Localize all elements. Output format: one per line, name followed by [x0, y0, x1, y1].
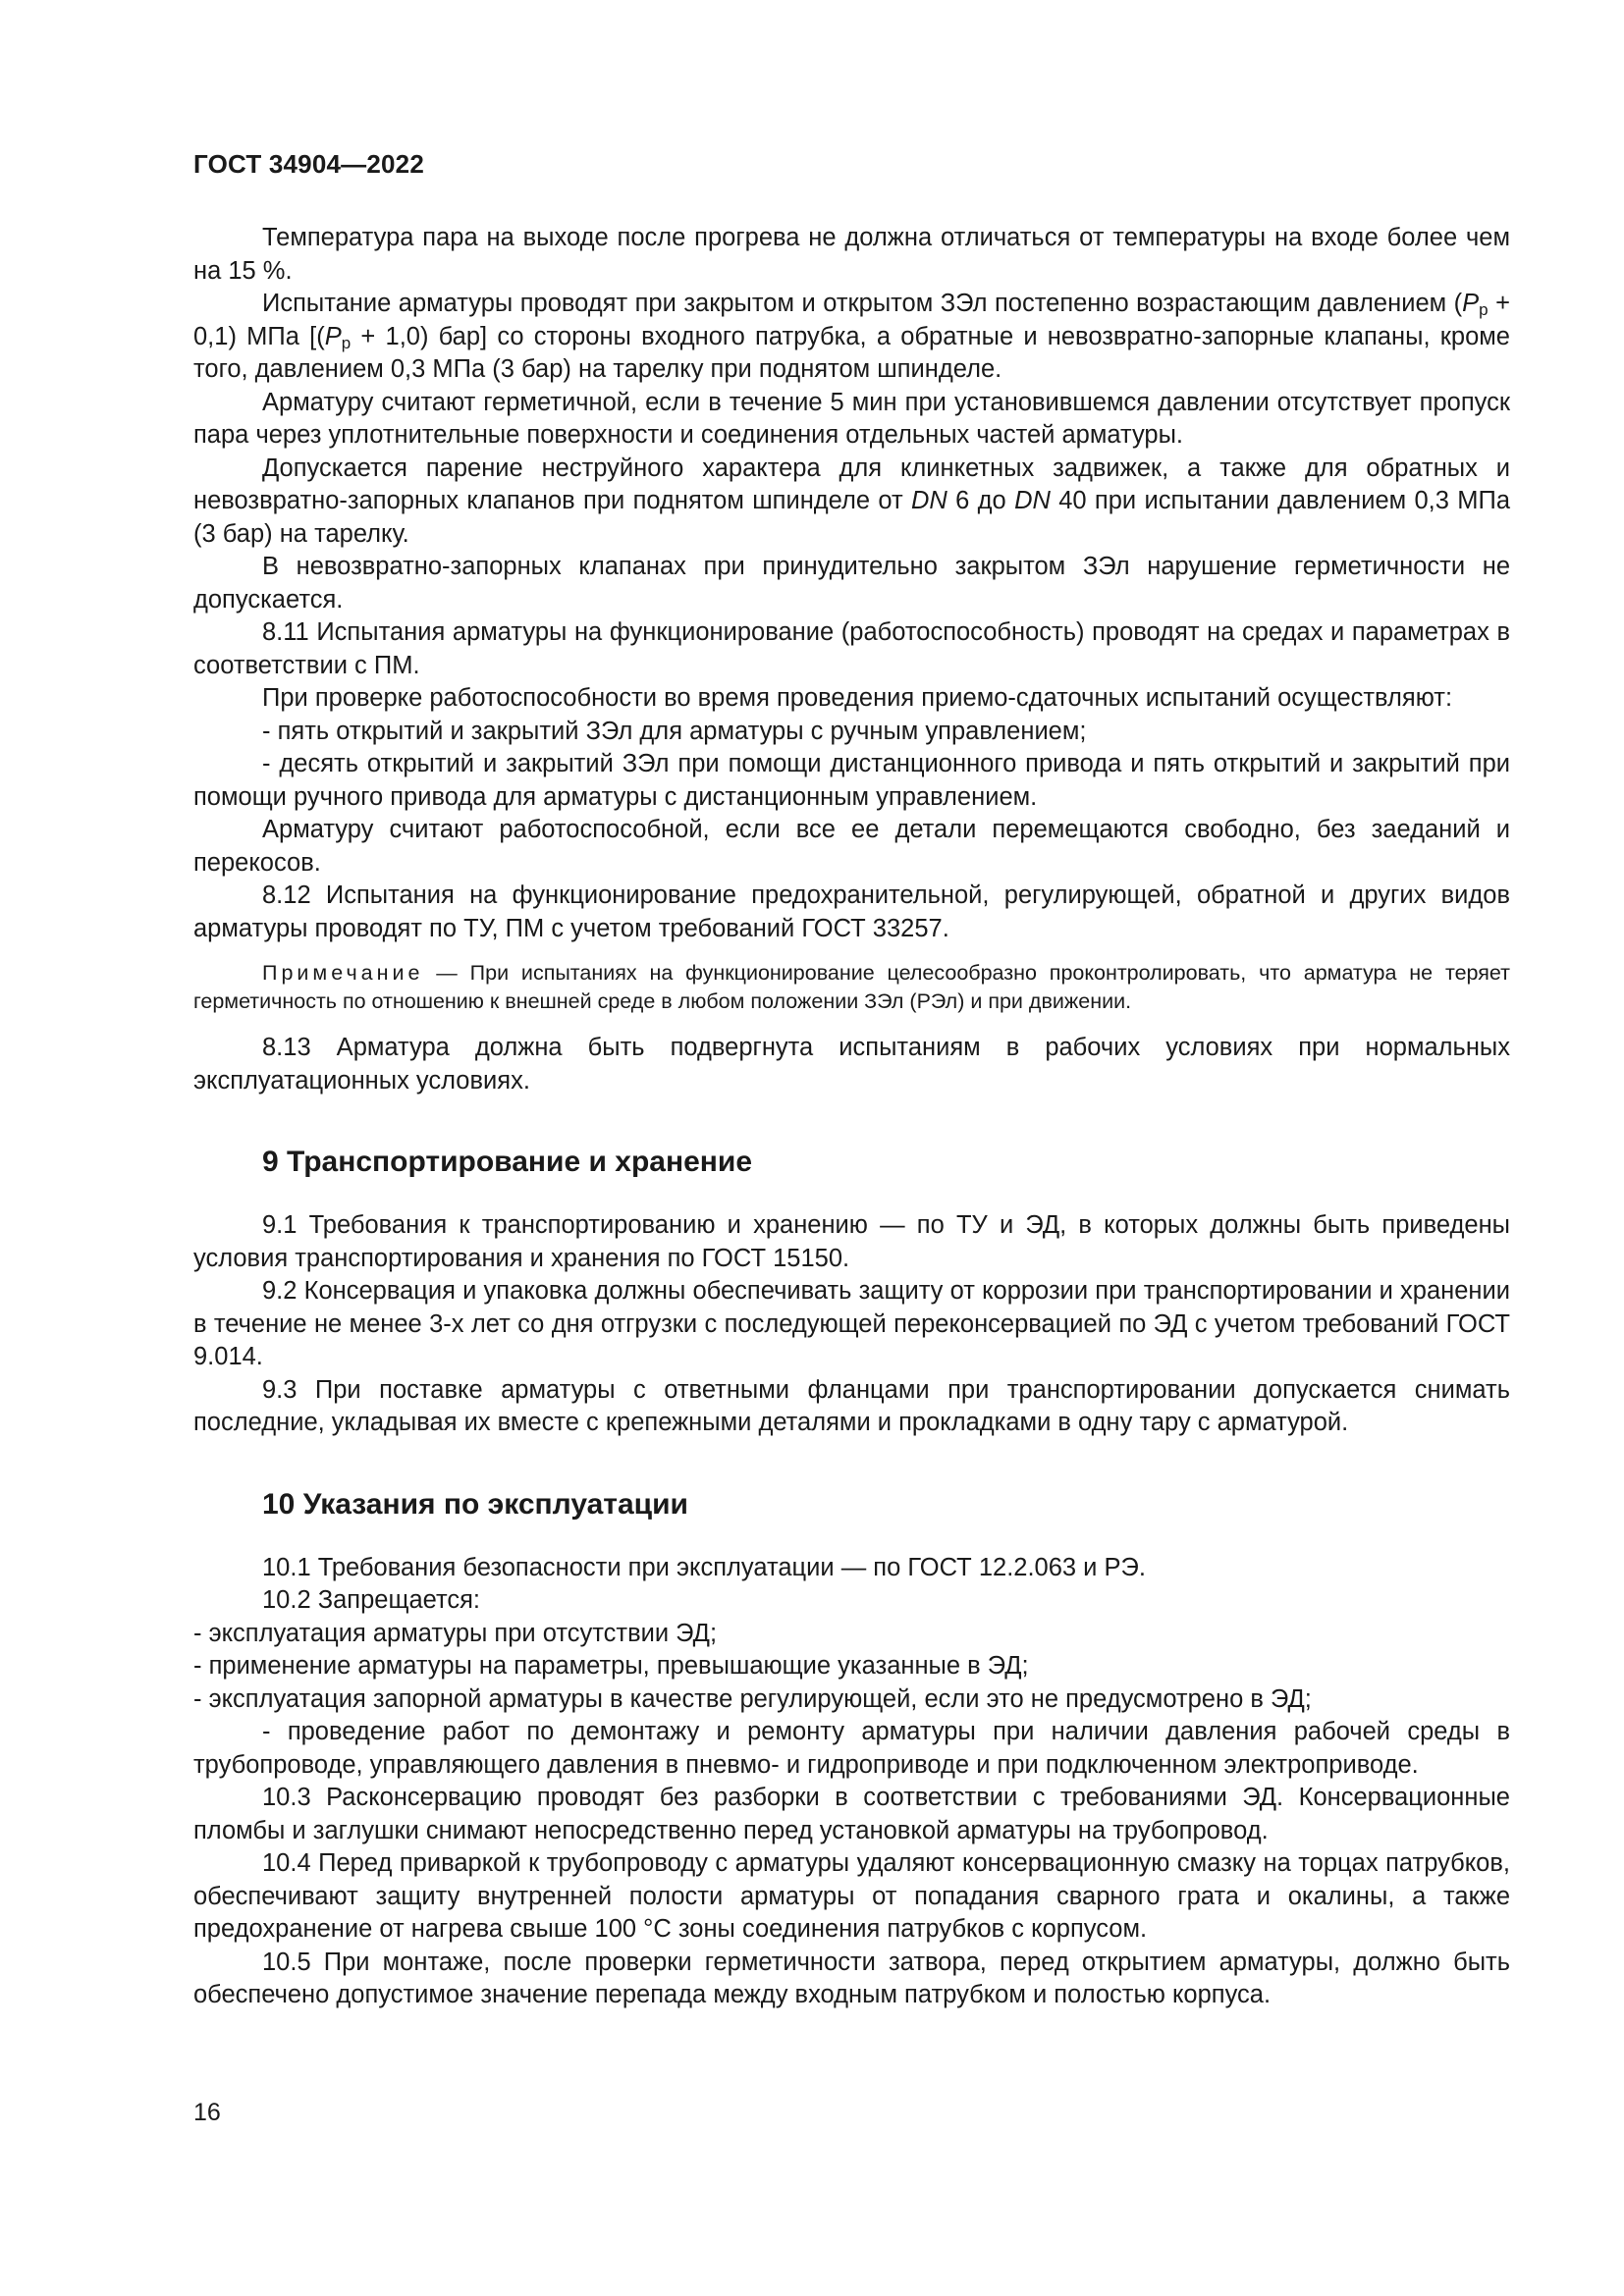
paragraph: 10.3 Расконсервацию проводят без разборки в соответствии с требованиями ЭД. Консервационные пломбы и заглушки снимают непосредственно перед установкой арматуры на трубопровод. — [193, 1784, 1510, 1844]
paragraph: 9.1 Требования к транспортированию и хранению — по ТУ и ЭД, в которых должны быть приведены условия транспортирования и хранения по ГОСТ 15150. — [193, 1211, 1510, 1272]
paragraph: Арматуру считают работоспособной, если все ее детали перемещаются свободно, без заеданий и перекосов. — [193, 816, 1510, 877]
paragraph: Испытание арматуры проводят при закрытом и открытом ЗЭл постепенно возрастающим давлением $(P_р + 0,1)$ МПа [$(P_р + 1,0)$ бар] со стороны входного патрубка, а обратные и невозвратно-запорные клапаны, кроме того, давлением 0,3 МПа (3 бар) на тарелку при поднятом шпинделе. — [193, 290, 1510, 383]
paragraph: 10.1 Требования безопасности при эксплуатации — по ГОСТ 12.2.063 и РЭ. — [262, 1553, 1146, 1581]
paragraph: 8.11 Испытания арматуры на функционирование (работоспособность) проводят на средах и параметрах в соответствии с ПМ. — [193, 618, 1510, 679]
paragraph: 8.13 Арматура должна быть подвергнута испытаниям в рабочих условиях при нормальных эксплуатационных условиях. — [193, 1034, 1510, 1095]
list-item: - применение арматуры на параметры, превышающие указанные в ЭД; — [193, 1652, 1029, 1680]
note — [193, 959, 1510, 1016]
list-item: - десять открытий и закрытий ЗЭл при помощи дистанционного привода и пять открытий и закрытий при помощи ручного привода для арматуры с дистанционным управлением. — [193, 750, 1510, 811]
paragraph: Арматуру считают герметичной, если в течение 5 мин при установившемся давлении отсутствует пропуск пара через уплотнительные поверхности и соединения отдельных частей арматуры. — [193, 388, 1510, 449]
document-header: ГОСТ 34904—2022 — [193, 149, 424, 179]
paragraph: В невозвратно-запорных клапанах при принудительно закрытом ЗЭл нарушение герметичности не допускается. — [193, 553, 1510, 614]
paragraph: 8.12 Испытания на функционирование предохранительной, регулирующей, обратной и других видов арматуры проводят по ТУ, ПМ с учетом требований ГОСТ 33257. — [193, 881, 1510, 942]
paragraph: Допускается парение неструйного характера для клинкетных задвижек, а также для обратных и невозвратно-запорных клапанов при поднятом шпинделе от DN 6 до DN 40 при испытании давлением 0,3 МПа (3 бар) на тарелку. — [193, 454, 1510, 548]
page-number: 16 — [193, 2099, 221, 2126]
section-heading: 10 Указания по эксплуатации — [262, 1487, 689, 1521]
paragraph: 9.2 Консервация и упаковка должны обеспечивать защиту от коррозии при транспортировании и хранении в течение не менее 3-х лет со дня отгрузки с последующей переконсервацией по ЭД с учетом требований ГОСТ 9.014. — [193, 1277, 1510, 1370]
paragraph: Температура пара на выходе после прогрева не должна отличаться от температуры на входе более чем на 15 %. — [193, 224, 1510, 285]
note-label: Примечание — [262, 961, 424, 985]
note-text: — При испытаниях на функционирование целесообразно проконтролировать, что арматура не теряет герметичность по отношению к внешней среде в любом положении ЗЭл (РЭл) и при движении. — [193, 961, 1510, 1013]
list-item: - эксплуатация арматуры при отсутствии ЭД; — [193, 1619, 718, 1647]
paragraph: 10.4 Перед приваркой к трубопроводу с арматуры удаляют консервационную смазку на торцах патрубков, обеспечивают защиту внутренней полости арматуры от попадания сварного грата и окалины, а также предохранение от нагрева свыше 100 °С зоны соединения патрубков с корпусом. — [193, 1849, 1510, 1943]
paragraph: 9.3 При поставке арматуры с ответными фланцами при транспортировании допускается снимать последние, укладывая их вместе с крепежными деталями и прокладками в одну тару с арматурой. — [193, 1375, 1510, 1436]
list-item: - проведение работ по демонтажу и ремонту арматуры при наличии давления рабочей среды в трубопроводе, управляющего давления в пневмо- и гидроприводе и при подключенном электроприводе. — [193, 1718, 1510, 1779]
section-heading: 9 Транспортирование и хранение — [262, 1146, 753, 1178]
list-item: - эксплуатация запорной арматуры в качестве регулирующей, если это не предусмотрено в ЭД; — [193, 1684, 1312, 1713]
list-item: - пять открытий и закрытий ЗЭл для арматуры с ручным управлением; — [262, 717, 1087, 745]
paragraph: При проверке работоспособности во время проведения приемо-сдаточных испытаний осуществляют: — [262, 684, 1453, 712]
paragraph: 10.5 При монтаже, после проверки герметичности затвора, перед открытием арматуры, должно быть обеспечено допустимое значение перепада между входным патрубком и полостью корпуса. — [193, 1948, 1510, 2008]
paragraph: 10.2 Запрещается: — [262, 1586, 481, 1614]
document-body — [193, 222, 1510, 2012]
